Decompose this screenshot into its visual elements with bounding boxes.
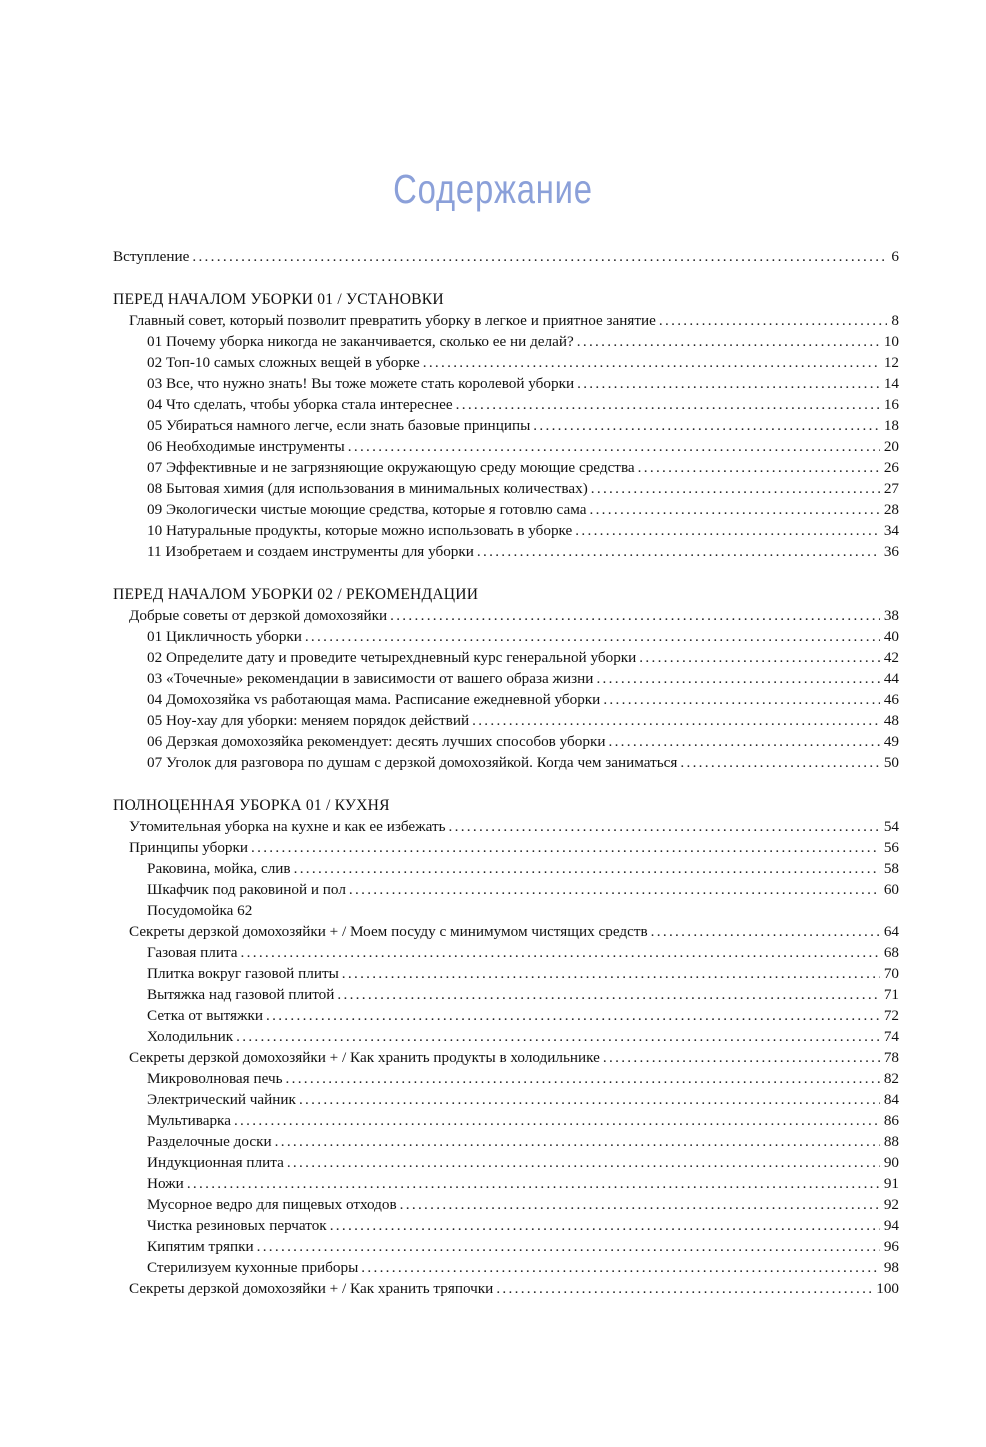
dot-leader — [477, 541, 880, 562]
toc-entry-page: 96 — [883, 1238, 899, 1255]
toc-entry-title: 04 Что сделать, чтобы уборка стала интереснее — [147, 396, 453, 413]
toc-entry-page: 86 — [883, 1112, 899, 1129]
toc-entry[interactable] — [113, 668, 899, 689]
toc-entry-page: 36 — [883, 543, 899, 560]
dot-leader — [187, 1173, 880, 1194]
toc-entry-page: 94 — [883, 1217, 899, 1234]
toc-entry[interactable] — [113, 1047, 899, 1068]
section-heading[interactable]: ПЕРЕД НАЧАЛОМ УБОРКИ 02 / РЕКОМЕНДАЦИИ — [113, 586, 479, 603]
toc-entry[interactable] — [113, 921, 899, 942]
toc-entry-title: Плитка вокруг газовой плиты — [147, 965, 339, 982]
dot-leader — [294, 858, 880, 879]
toc-entry-title: 03 Все, что нужно знать! Вы тоже можете стать королевой уборки — [147, 375, 575, 392]
toc-entry-title: Чистка резиновых перчаток — [147, 1217, 327, 1234]
dot-leader — [400, 1194, 880, 1215]
toc-entry[interactable] — [113, 1215, 899, 1236]
dot-leader — [275, 1131, 880, 1152]
toc-entry-page: 60 — [883, 881, 899, 898]
toc-entry-page: 72 — [883, 1007, 899, 1024]
toc-entry-page: 28 — [883, 501, 899, 518]
toc-entry-page: 98 — [883, 1259, 899, 1276]
toc-entry-title: Добрые советы от дерзкой домохозяйки — [129, 607, 388, 624]
toc-entry-page: 68 — [883, 944, 899, 961]
dot-leader — [266, 1005, 880, 1026]
toc-entry[interactable] — [113, 1173, 899, 1194]
toc-entry[interactable] — [113, 1236, 899, 1257]
dot-leader — [349, 879, 880, 900]
toc-entry[interactable] — [113, 436, 899, 457]
dot-leader — [234, 1110, 880, 1131]
toc-entry[interactable] — [113, 858, 899, 879]
toc-entry-title: 01 Почему уборка никогда не заканчивается, сколько ее ни делай? — [147, 333, 574, 350]
toc-entry-title: 07 Эффективные и не загрязняющие окружающую среду моющие средства — [147, 459, 635, 476]
toc-entry-title: 09 Экологически чистые моющие средства, которые я готовлю сама — [147, 501, 587, 518]
toc-entry-page: 49 — [883, 733, 899, 750]
toc-entry-title: 11 Изобретаем и создаем инструменты для уборки — [147, 543, 474, 560]
toc-entry[interactable] — [113, 499, 899, 520]
dot-leader — [596, 668, 879, 689]
dot-leader — [330, 1215, 880, 1236]
toc-entry[interactable] — [113, 942, 899, 963]
toc-entry-page: 56 — [883, 839, 899, 856]
toc-entry-title: Кипятим тряпки — [147, 1238, 254, 1255]
toc-entry-title: 07 Уголок для разговора по душам с дерзкой домохозяйкой. Когда чем заниматься — [147, 754, 678, 771]
toc-entry-page: 27 — [883, 480, 899, 497]
toc-sections — [113, 289, 899, 1299]
toc-entry-title: Секреты дерзкой домохозяйки + / Моем посуду с минимумом чистящих средств — [129, 923, 648, 940]
toc-entry-title: Утомительная уборка на кухне и как ее избежать — [129, 818, 446, 835]
toc-entry-title: 06 Необходимые инструменты — [147, 438, 345, 455]
toc-entry[interactable] — [113, 352, 899, 373]
toc-entry[interactable] — [113, 816, 899, 837]
toc-entry-title: Разделочные доски — [147, 1133, 272, 1150]
toc-entry[interactable] — [113, 478, 899, 499]
dot-leader — [361, 1257, 880, 1278]
dot-leader — [342, 963, 880, 984]
dot-leader — [287, 1152, 880, 1173]
toc-entry-title: 02 Определите дату и проведите четырехдневный курс генеральной уборки — [147, 649, 637, 666]
toc-entry-page: 54 — [883, 818, 899, 835]
toc-entry[interactable] — [113, 541, 899, 562]
dot-leader — [299, 1089, 880, 1110]
toc-entry-title: Принципы уборки — [129, 839, 249, 856]
toc-entry[interactable] — [113, 1131, 899, 1152]
dot-leader — [423, 352, 880, 373]
toc-entry[interactable] — [113, 373, 899, 394]
toc-entry-page: 88 — [883, 1133, 899, 1150]
toc-entry-title: Мультиварка — [147, 1112, 231, 1129]
toc-entry[interactable] — [113, 1026, 899, 1047]
dot-leader — [348, 436, 880, 457]
toc-entry-title: 01 Цикличность уборки — [147, 628, 302, 645]
toc-entry[interactable] — [113, 1152, 899, 1173]
toc-entry[interactable] — [113, 1005, 899, 1026]
toc-entry-title: 05 Ноу-хау для уборки: меняем порядок действий — [147, 712, 470, 729]
table-of-contents — [113, 246, 899, 1299]
dot-leader — [456, 394, 880, 415]
toc-entry-title: 02 Топ-10 самых сложных вещей в уборке — [147, 354, 420, 371]
toc-entry[interactable] — [113, 689, 899, 710]
toc-entry-title: Стерилизуем кухонные приборы — [147, 1259, 359, 1276]
section-heading[interactable]: ПОЛНОЦЕННАЯ УБОРКА 01 / КУХНЯ — [113, 797, 390, 814]
page-title: Содержание — [393, 166, 593, 212]
toc-entry-page: 6 — [891, 248, 899, 265]
toc-entry[interactable] — [113, 900, 899, 921]
dot-leader — [236, 1026, 880, 1047]
toc-entry-page: 58 — [883, 860, 899, 877]
toc-entry[interactable] — [113, 310, 899, 331]
toc-entry-page: 8 — [891, 312, 899, 329]
dot-leader — [251, 837, 880, 858]
toc-entry-intro[interactable] — [113, 246, 899, 267]
dot-leader — [472, 710, 880, 731]
toc-entry-page: 90 — [883, 1154, 899, 1171]
toc-entry-title: 05 Убираться намного легче, если знать базовые принципы — [147, 417, 531, 434]
toc-entry-page: 18 — [883, 417, 899, 434]
toc-entry-page: 26 — [883, 459, 899, 476]
dot-leader — [575, 520, 880, 541]
toc-entry[interactable] — [113, 731, 899, 752]
dot-leader — [390, 605, 880, 626]
toc-entry-title: Газовая плита — [147, 944, 238, 961]
toc-entry-title: Посудомойка 62 — [147, 902, 253, 919]
toc-entry-page: 92 — [883, 1196, 899, 1213]
dot-leader — [680, 752, 879, 773]
toc-entry-title: Шкафчик под раковиной и пол — [147, 881, 346, 898]
toc-entry-page: 74 — [883, 1028, 899, 1045]
toc-entry-title: Сетка от вытяжки — [147, 1007, 264, 1024]
toc-entry-title: Главный совет, который позволит превратить уборку в легкое и приятное занятие — [129, 312, 656, 329]
toc-entry-page: 40 — [883, 628, 899, 645]
toc-entry-page: 42 — [883, 649, 899, 666]
toc-entry[interactable] — [113, 1089, 899, 1110]
toc-entry-title: Вытяжка над газовой плитой — [147, 986, 335, 1003]
toc-entry-page: 10 — [883, 333, 899, 350]
toc-entry[interactable] — [113, 879, 899, 900]
toc-entry-page: 12 — [883, 354, 899, 371]
toc-entry-title: Холодильник — [147, 1028, 234, 1045]
dot-leader — [286, 1068, 880, 1089]
toc-entry[interactable] — [113, 647, 899, 668]
toc-entry[interactable] — [113, 1194, 899, 1215]
dot-leader — [591, 478, 880, 499]
toc-entry-title: Раковина, мойка, слив — [147, 860, 291, 877]
toc-entry[interactable] — [113, 331, 899, 352]
toc-entry[interactable] — [113, 1257, 899, 1278]
toc-entry-page: 71 — [883, 986, 899, 1003]
dot-leader — [241, 942, 880, 963]
toc-entry-page: 78 — [883, 1049, 899, 1066]
dot-leader — [449, 816, 880, 837]
toc-entry-title: 10 Натуральные продукты, которые можно использовать в уборке — [147, 522, 573, 539]
dot-leader — [589, 499, 879, 520]
dot-leader — [608, 731, 879, 752]
toc-entry-page: 84 — [883, 1091, 899, 1108]
dot-leader — [305, 626, 880, 647]
toc-entry[interactable] — [113, 605, 899, 626]
toc-entry-page: 50 — [883, 754, 899, 771]
toc-entry-title: Электрический чайник — [147, 1091, 296, 1108]
toc-entry[interactable] — [113, 837, 899, 858]
toc-entry-page: 82 — [883, 1070, 899, 1087]
toc-entry-page: 34 — [883, 522, 899, 539]
section-heading[interactable]: ПЕРЕД НАЧАЛОМ УБОРКИ 01 / УСТАНОВКИ — [113, 291, 444, 308]
dot-leader — [257, 1236, 880, 1257]
toc-entry-page: 16 — [883, 396, 899, 413]
dot-leader — [533, 415, 880, 436]
dot-leader — [192, 246, 887, 267]
toc-entry[interactable] — [113, 710, 899, 731]
dot-leader — [651, 921, 880, 942]
dot-leader — [603, 1047, 880, 1068]
toc-entry-title: 08 Бытовая химия (для использования в минимальных количествах) — [147, 480, 588, 497]
toc-entry-page: 20 — [883, 438, 899, 455]
toc-entry-title: 03 «Точечные» рекомендации в зависимости от вашего образа жизни — [147, 670, 594, 687]
toc-entry[interactable] — [113, 1068, 899, 1089]
toc-entry-page: 46 — [883, 691, 899, 708]
toc-entry-page: 70 — [883, 965, 899, 982]
toc-entry-title: Индукционная плита — [147, 1154, 284, 1171]
toc-entry-title: Мусорное ведро для пищевых отходов — [147, 1196, 397, 1213]
toc-entry-title: Ножи — [147, 1175, 184, 1192]
dot-leader — [638, 457, 880, 478]
toc-entry-page: 38 — [883, 607, 899, 624]
toc-entry-title: Микроволновая печь — [147, 1070, 283, 1087]
toc-entry[interactable] — [113, 520, 899, 541]
dot-leader — [337, 984, 879, 1005]
toc-entry-page: 100 — [876, 1280, 899, 1297]
toc-entry[interactable] — [113, 1278, 899, 1299]
toc-entry[interactable] — [113, 457, 899, 478]
dot-leader — [639, 647, 880, 668]
toc-entry-title: 04 Домохозяйка vs работающая мама. Расписание ежедневной уборки — [147, 691, 601, 708]
toc-entry[interactable] — [113, 963, 899, 984]
toc-entry-title: Секреты дерзкой домохозяйки + / Как хранить продукты в холодильнике — [129, 1049, 600, 1066]
toc-entry-page: 91 — [883, 1175, 899, 1192]
dot-leader — [603, 689, 880, 710]
toc-entry[interactable] — [113, 394, 899, 415]
toc-entry-page: 64 — [883, 923, 899, 940]
toc-entry-page: 44 — [883, 670, 899, 687]
dot-leader — [577, 373, 880, 394]
toc-entry[interactable] — [113, 752, 899, 773]
toc-entry-page: 48 — [883, 712, 899, 729]
toc-entry-page: 14 — [883, 375, 899, 392]
toc-entry[interactable] — [113, 415, 899, 436]
toc-entry-title: Вступление — [113, 248, 190, 265]
dot-leader — [496, 1278, 872, 1299]
toc-entry-title: 06 Дерзкая домохозяйка рекомендует: десять лучших способов уборки — [147, 733, 606, 750]
toc-entry[interactable] — [113, 626, 899, 647]
toc-entry-title: Секреты дерзкой домохозяйки + / Как хранить тряпочки — [129, 1280, 494, 1297]
toc-entry[interactable] — [113, 1110, 899, 1131]
dot-leader — [659, 310, 887, 331]
dot-leader — [577, 331, 880, 352]
toc-entry[interactable] — [113, 984, 899, 1005]
